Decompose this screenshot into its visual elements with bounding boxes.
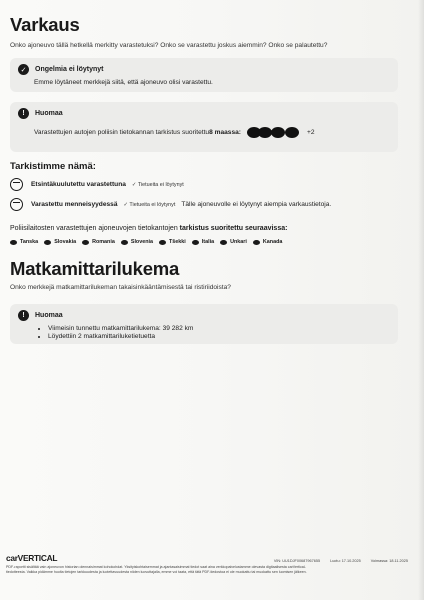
- odometer-section-title: Matkamittarilukema: [10, 258, 180, 279]
- no-issues-box: [10, 58, 398, 92]
- country-item: Unkari: [220, 239, 247, 245]
- list-item: • Löydettiin 2 matkamittariluketietuetta: [48, 333, 390, 340]
- check-status: ✓ Tietueita ei löytynyt: [123, 201, 176, 208]
- flag-icon: [10, 240, 17, 245]
- thief-mask-icon: [10, 178, 23, 191]
- flag-icon: [192, 240, 199, 245]
- no-issues-text: Emme löytäneet merkkejä siitä, että ajoneuvo olisi varastettu.: [34, 79, 213, 86]
- check-extra: Tälle ajoneuvolle ei löytynyt aiempia varkaustietoja.: [181, 201, 332, 208]
- checks-title: Tarkistimme nämä:: [10, 161, 96, 172]
- police-note-count: 8 maassa:: [209, 129, 241, 136]
- odometer-note-list: [48, 325, 390, 340]
- thief-mask-icon: [10, 198, 23, 211]
- country-item: Tšekki: [159, 239, 186, 245]
- check-item-wanted: [10, 178, 412, 191]
- police-databases-text-bold: tarkistus suoritettu seuraavissa:: [179, 225, 288, 232]
- police-databases-text: [10, 225, 412, 232]
- check-label: Etsintäkuulutettu varastettuna: [31, 181, 126, 188]
- country-item: Romania: [82, 239, 115, 245]
- flag-icon: [159, 240, 166, 245]
- country-item: Tanska: [10, 239, 38, 245]
- country-item: Italia: [192, 239, 214, 245]
- created-date: Luotu: 17.10.2025: [330, 559, 361, 563]
- police-note-box: [10, 102, 398, 152]
- police-note-text: [34, 126, 390, 139]
- list-item: • Viimeisin tunnettu matkamittarilukema: 39 282 km: [48, 325, 390, 332]
- valid-date: Voimassa: 18.11.2025: [370, 559, 408, 563]
- info-icon: !: [18, 310, 29, 321]
- check-label: Varastettu menneisyydessä: [31, 201, 118, 208]
- odometer-section-subtitle: Onko merkkejä matkamittarilukeman takaisinkääntämisestä tai ristiriidoista?: [10, 284, 231, 291]
- flag-icon: [82, 240, 89, 245]
- check-item-past-theft: [10, 198, 412, 211]
- info-icon: !: [18, 108, 29, 119]
- odometer-note-title: Huomaa: [35, 312, 63, 319]
- police-databases-text-main: Poliisilaitosten varastettujen ajoneuvojen tietokantojen: [10, 225, 180, 232]
- flag-icon: [121, 240, 128, 245]
- country-item: Slovenia: [121, 239, 153, 245]
- flag-icon: [253, 240, 260, 245]
- check-status: ✓ Tietueita ei löytynyt: [131, 181, 184, 188]
- check-circle-icon: ✓: [18, 64, 29, 75]
- report-meta: [274, 559, 408, 563]
- brand-logo: carVERTICAL: [6, 553, 58, 563]
- country-list: [10, 239, 412, 245]
- scan-edge-shadow: [418, 0, 424, 600]
- more-countries-count: +2: [307, 129, 315, 136]
- country-item: Kanada: [253, 239, 282, 245]
- page-footer: [0, 553, 424, 600]
- police-note-text-main: Varastettujen autojen poliisin tietokannan tarkistus suoritettu: [34, 129, 210, 136]
- flag-icon: [44, 240, 51, 245]
- footer-disclaimer: PDF-raportti sisältää vain ajoneuvon historian olennaisimmat kohokohdat. Yksityiskohtaisemmat ja ajantasaisimmat tiedot saat aina verkkopalvelustamme olevasta digitaalisesta carVertical- tiedotteesta. Vaikka pidämme huolta tietojen tarkkuudesta ja luotettavuudesta niiden luovuttajalla, emme voi taata, että tätä PDF-tiedostoa ei ole muokattu tai muokattu sen luomisen jälkeen.: [6, 565, 307, 574]
- theft-section-title: Varkaus: [10, 14, 80, 35]
- country-flags-icon: [245, 126, 303, 139]
- flag-icon: [220, 240, 227, 245]
- vin-number: VIN: UU1DJF00687967655: [273, 559, 321, 563]
- no-issues-title: Ongelmia ei löytynyt: [35, 66, 104, 73]
- odometer-note-box: [10, 304, 398, 344]
- theft-section-subtitle: Onko ajoneuvo tällä hetkellä merkitty varastetuksi? Onko se varastettu joskus aiemmin? Onko se palautettu?: [10, 42, 328, 49]
- police-note-title: Huomaa: [35, 110, 63, 117]
- country-item: Slovakia: [44, 239, 76, 245]
